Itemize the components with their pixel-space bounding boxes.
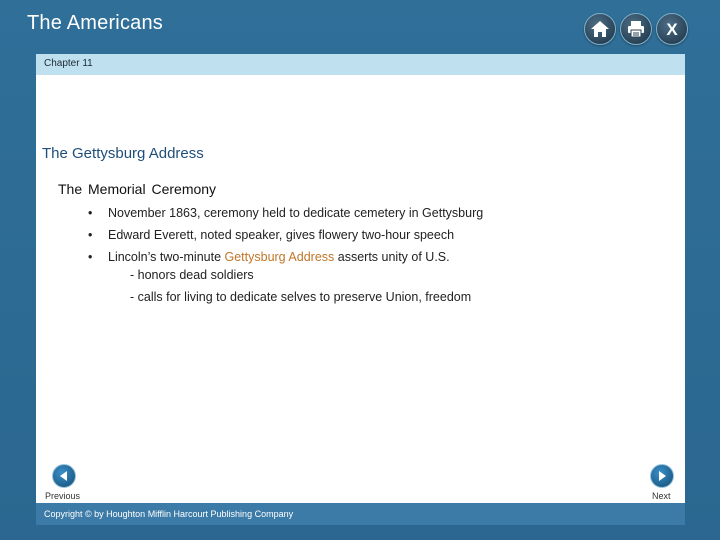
arrow-right-icon <box>651 465 673 487</box>
svg-text:X: X <box>666 20 678 39</box>
bullet-text-post: asserts unity of U.S. <box>334 250 450 264</box>
arrow-left-icon <box>53 465 75 487</box>
bullet-text: November 1863, ceremony held to dedicate cemetery in Gettysburg <box>108 206 484 220</box>
slide-content <box>36 75 685 503</box>
slide-title: The Gettysburg Address <box>42 145 204 162</box>
close-button[interactable] <box>656 13 688 45</box>
footer-bar <box>36 503 685 525</box>
app-title: The Americans <box>27 12 163 34</box>
section-heading: The Memorial Ceremony <box>58 181 217 197</box>
gettysburg-address-link[interactable]: Gettysburg Address <box>224 250 335 264</box>
next-label: Next <box>652 491 671 501</box>
bullet-dot: • <box>88 250 93 264</box>
printer-icon <box>626 19 646 39</box>
bullet-text: Edward Everett, noted speaker, gives flowery two-hour speech <box>108 228 455 242</box>
next-button[interactable] <box>650 464 674 488</box>
bullet-dot: • <box>88 206 93 220</box>
close-icon <box>662 19 682 39</box>
bullet-list <box>88 204 483 270</box>
bullet-dot: • <box>88 228 93 242</box>
home-icon <box>590 19 610 39</box>
sub-bullet: - honors dead soldiers <box>130 268 254 282</box>
previous-button[interactable] <box>52 464 76 488</box>
home-button[interactable] <box>584 13 616 45</box>
list-item <box>88 248 483 270</box>
list-item <box>88 204 483 226</box>
chapter-label: Chapter 11 <box>44 58 93 69</box>
copyright-text: Copyright © by Houghton Mifflin Harcourt Publishing Company <box>44 509 294 519</box>
previous-label: Previous <box>45 491 81 501</box>
chapter-bar <box>36 54 685 75</box>
sub-bullet: - calls for living to dedicate selves to preserve Union, freedom <box>130 290 472 304</box>
list-item <box>88 226 483 248</box>
bullet-text-pre: Lincoln’s two-minute <box>108 250 225 264</box>
print-button[interactable] <box>620 13 652 45</box>
